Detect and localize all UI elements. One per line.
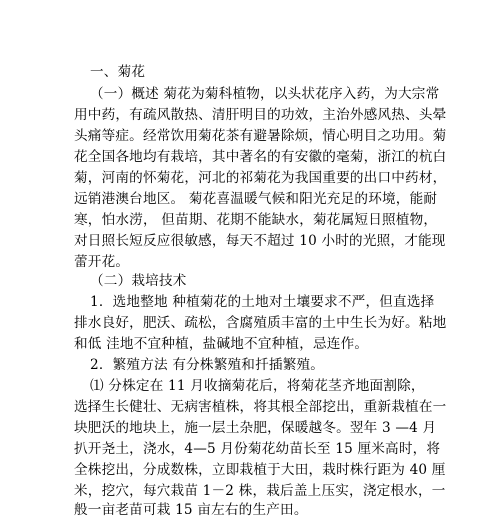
paragraph-line: ⑴ 分株定在 11 月收摘菊花后，将菊花茎齐地面割除， xyxy=(90,378,425,394)
paragraph-line: 块肥沃的地块上，施一层土杂肥，保暖越冬。翌年 3 —4 月 xyxy=(74,420,437,436)
section-heading: 一、菊花 xyxy=(90,64,146,80)
paragraph-line: 用中药，有疏风散热、清肝明目的功效，主治外感风热、头晕 xyxy=(74,107,447,123)
paragraph-line: 般一亩老苗可栽 15 亩左右的生产田。 xyxy=(74,502,308,518)
paragraph-line: 对日照长短反应很敏感，每天不超过 10 小时的光照，才能现 xyxy=(74,233,446,249)
paragraph-line: 选择生长健壮、无病害植株，将其根全部挖出，重新栽植在一 xyxy=(74,399,447,415)
paragraph-line: 寒，怕水涝， 但苗期、花期不能缺水，菊花属短日照植物， xyxy=(74,212,438,228)
paragraph-line: 扒开尧土，浇水，4—5 月份菊花幼苗长至 15 厘米高时，将 xyxy=(74,441,441,457)
paragraph-line: 2．繁殖方法 有分株繁殖和扦插繁殖。 xyxy=(90,357,325,373)
paragraph-line: 和低 洼地不宜种植，盐碱地不宜种植，忌连作。 xyxy=(74,336,369,352)
paragraph-line: 菊，河南的怀菊花，河北的祁菊花为我国重要的出口中药材， xyxy=(74,170,447,186)
paragraph-line: 全株挖出，分成数株，立即栽植于大田，栽时株行距为 40 厘 xyxy=(74,462,446,478)
paragraph-line: 远销港澳台地区。 菊花喜温暖气候和阳光充足的环境，能耐 xyxy=(74,191,438,207)
subsection-heading: （二）栽培技术 xyxy=(90,273,187,289)
paragraph-line: 排水良好，肥沃、疏松，含腐殖质丰富的土中生长为好。粘地 xyxy=(74,315,447,331)
paragraph-line: 花全国各地均有栽培，其中著名的有安徽的毫菊，浙江的杭白 xyxy=(74,149,447,165)
paragraph-line: 1．选地整地 种植菊花的土地对土壤要求不严，但直选择 xyxy=(90,294,435,310)
paragraph-line: 米，挖穴，每穴栽苗 1－2 株，栽后盖上压实，浇定根水，一 xyxy=(74,483,446,499)
paragraph-line: 蕾开花。 xyxy=(74,254,130,270)
paragraph-line: （一）概述 菊花为菊科植物，以头状花序入药，为大宗常 xyxy=(90,86,440,102)
paragraph-line: 头痛等症。经常饮用菊花茶有避暑除烦，情心明目之功用。菊 xyxy=(74,128,447,144)
